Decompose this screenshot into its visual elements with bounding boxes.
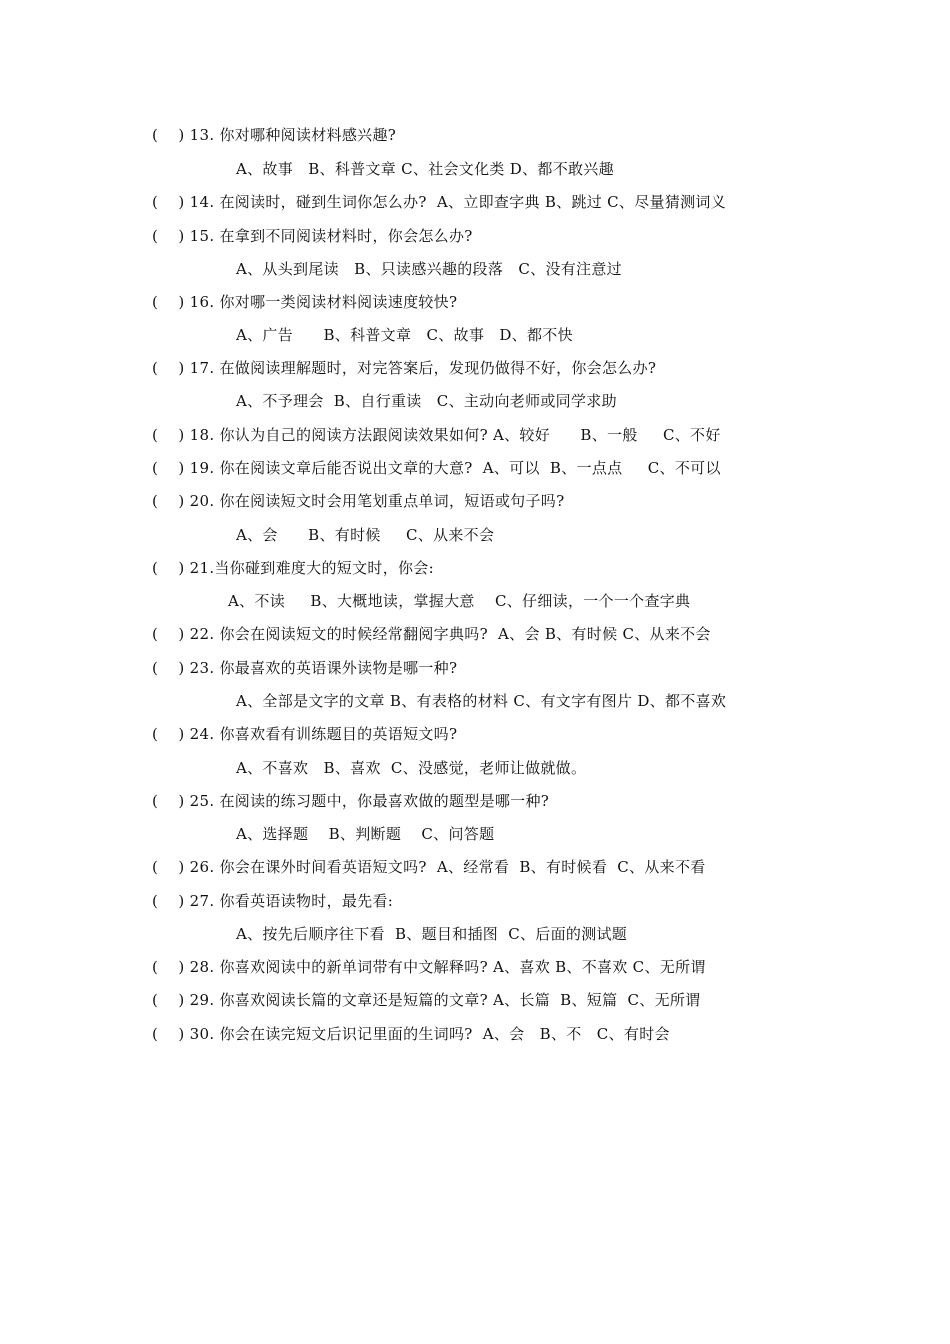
question-16: ( ) 16. 你对哪一类阅读材料阅读速度较快? <box>152 293 458 311</box>
question-25: ( ) 25. 在阅读的练习题中，你最喜欢做的题型是哪一种? <box>152 792 550 810</box>
question-22: ( ) 22. 你会在阅读短文的时候经常翻阅字典吗? A、会 B、有时候 C、从来不会 <box>152 625 711 643</box>
question-20: ( ) 20. 你在阅读短文时会用笔划重点单词，短语或句子吗? <box>152 492 565 510</box>
question-15-options: A、从头到尾读 B、只读感兴趣的段落 C、没有注意过 <box>236 260 622 278</box>
question-29: ( ) 29. 你喜欢阅读长篇的文章还是短篇的文章? A、长篇 B、短篇 C、无所谓 <box>152 991 701 1009</box>
question-25-options: A、选择题 B、判断题 C、问答题 <box>236 825 495 843</box>
question-27: ( ) 27. 你看英语读物时，最先看: <box>152 892 394 910</box>
question-26: ( ) 26. 你会在课外时间看英语短文吗? A、经常看 B、有时候看 C、从来不看 <box>152 858 706 876</box>
question-14: ( ) 14. 在阅读时，碰到生词你怎么办? A、立即查字典 B、跳过 C、尽量猜测词义 <box>152 193 727 211</box>
question-18: ( ) 18. 你认为自己的阅读方法跟阅读效果如何? A、较好 B、一般 C、不好 <box>152 426 721 444</box>
question-20-options: A、会 B、有时候 C、从来不会 <box>236 526 495 544</box>
question-17-options: A、不予理会 B、自行重读 C、主动向老师或同学求助 <box>236 392 617 410</box>
question-13: ( ) 13. 你对哪种阅读材料感兴趣? <box>152 126 397 144</box>
question-23-options: A、全部是文字的文章 B、有表格的材料 C、有文字有图片 D、都不喜欢 <box>236 692 727 710</box>
question-15: ( ) 15. 在拿到不同阅读材料时，你会怎么办? <box>152 227 473 245</box>
question-21-options: A、不读 B、大概地读，掌握大意 C、仔细读，一个一个查字典 <box>228 592 691 610</box>
question-16-options: A、广告 B、科普文章 C、故事 D、都不快 <box>236 326 573 344</box>
question-23: ( ) 23. 你最喜欢的英语课外读物是哪一种? <box>152 659 458 677</box>
question-28: ( ) 28. 你喜欢阅读中的新单词带有中文解释吗? A、喜欢 B、不喜欢 C、无所谓 <box>152 958 706 976</box>
question-21: ( ) 21.当你碰到难度大的短文时，你会: <box>152 559 434 577</box>
question-27-options: A、按先后顺序往下看 B、题目和插图 C、后面的测试题 <box>236 925 628 943</box>
question-24-options: A、不喜欢 B、喜欢 C、没感觉，老师让做就做。 <box>236 759 587 777</box>
question-13-options: A、故事 B、科普文章 C、社会文化类 D、都不敢兴趣 <box>236 160 614 178</box>
question-17: ( ) 17. 在做阅读理解题时，对完答案后，发现仍做得不好，你会怎么办? <box>152 359 657 377</box>
question-30: ( ) 30. 你会在读完短文后识记里面的生词吗? A、会 B、不 C、有时会 <box>152 1025 670 1043</box>
question-24: ( ) 24. 你喜欢看有训练题目的英语短文吗? <box>152 725 458 743</box>
question-19: ( ) 19. 你在阅读文章后能否说出文章的大意? A、可以 B、一点点 C、不可以 <box>152 459 721 477</box>
